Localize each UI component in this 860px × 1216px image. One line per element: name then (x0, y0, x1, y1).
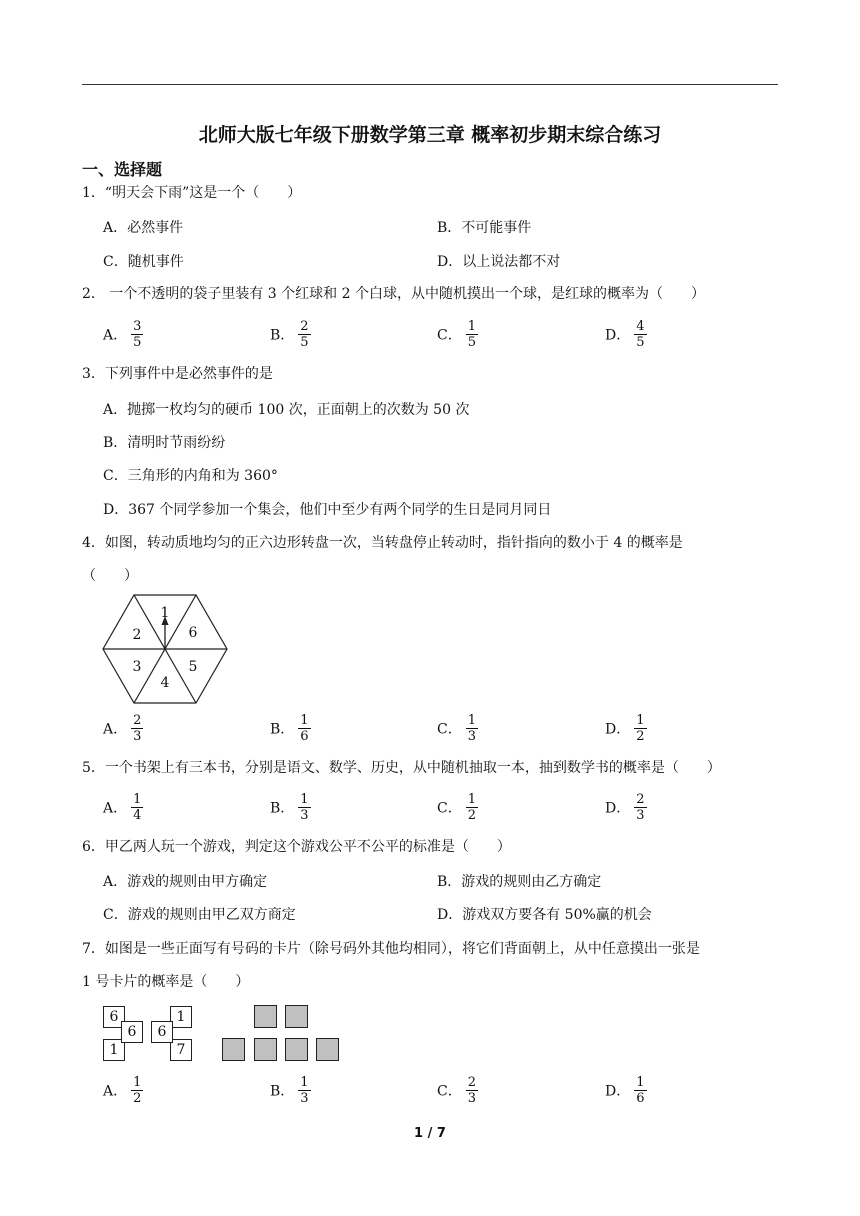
question-6-stem: 6．甲乙两人玩一个游戏，判定这个游戏公平不公平的标准是（ ） (82, 839, 511, 855)
option-label: B． (270, 800, 295, 817)
header-rule (82, 84, 778, 85)
denominator: 3 (300, 1091, 309, 1106)
spinner-number: 6 (188, 625, 198, 641)
q7-option-d (605, 1075, 647, 1106)
denominator: 3 (133, 729, 142, 744)
fraction (634, 792, 646, 823)
fraction (131, 713, 143, 744)
number-card: 6 (103, 1006, 125, 1028)
fraction (298, 713, 310, 744)
denominator: 5 (636, 335, 645, 350)
option-label: C． (437, 327, 462, 344)
q4-option-c (437, 713, 478, 744)
fraction (466, 713, 478, 744)
denominator: 6 (636, 1091, 645, 1106)
q7-option-c (437, 1075, 478, 1106)
option-label: B． (270, 1083, 295, 1100)
question-3-stem: 3．下列事件中是必然事件的是 (82, 366, 273, 382)
numerator: 2 (300, 319, 309, 334)
numerator: 3 (133, 319, 142, 334)
q2-option-d (605, 319, 647, 350)
option-label: A． (103, 721, 128, 738)
q7-option-a (103, 1075, 143, 1106)
q1-option-c: C．随机事件 (103, 254, 184, 270)
fraction (634, 319, 646, 350)
question-7-stem-line2: 1 号卡片的概率是（ ） (82, 974, 250, 990)
card-back (316, 1038, 339, 1061)
number-card: 1 (170, 1006, 192, 1028)
spinner-number: 5 (188, 659, 198, 675)
fraction (298, 1075, 310, 1106)
q2-option-a (103, 319, 143, 350)
denominator: 2 (133, 1091, 142, 1106)
q6-option-b: B．游戏的规则由乙方确定 (437, 874, 602, 890)
card-back (285, 1038, 308, 1061)
numerator: 1 (300, 792, 309, 807)
denominator: 5 (467, 335, 476, 350)
card-back (222, 1038, 245, 1061)
denominator: 3 (636, 808, 645, 823)
q1-option-a: A．必然事件 (103, 220, 184, 236)
number-card: 6 (151, 1021, 173, 1043)
fraction (466, 1075, 478, 1106)
spinner-number: 4 (160, 675, 170, 691)
q6-option-d: D．游戏双方要各有 50%赢的机会 (437, 907, 652, 923)
denominator: 6 (300, 729, 309, 744)
numerator: 2 (636, 792, 645, 807)
option-label: D． (605, 800, 631, 817)
q6-option-a: A．游戏的规则由甲方确定 (103, 874, 268, 890)
question-2-stem: 2． 一个不透明的袋子里装有 3 个红球和 2 个白球，从中随机摸出一个球，是红球的概率为（ ） (82, 286, 705, 302)
denominator: 2 (636, 729, 645, 744)
number-card: 7 (170, 1039, 192, 1061)
q7-option-b (270, 1075, 311, 1106)
q4-option-d (605, 713, 647, 744)
numerator: 4 (636, 319, 645, 334)
q6-option-c: C．游戏的规则由甲乙双方商定 (103, 907, 296, 923)
number-card: 1 (103, 1039, 125, 1061)
option-label: A． (103, 327, 128, 344)
q4-option-b (270, 713, 311, 744)
denominator: 5 (300, 335, 309, 350)
denominator: 2 (467, 808, 476, 823)
q1-option-b: B．不可能事件 (437, 220, 532, 236)
numerator: 2 (133, 713, 142, 728)
option-label: C． (437, 800, 462, 817)
numerator: 1 (467, 713, 476, 728)
fraction (466, 792, 478, 823)
question-5-stem: 5．一个书架上有三本书，分别是语文、数学、历史，从中随机抽取一本，抽到数学书的概率是（ ） (82, 760, 721, 776)
numerator: 1 (636, 713, 645, 728)
numerator: 1 (133, 1075, 142, 1090)
spinner-number: 2 (132, 627, 142, 643)
fraction (298, 319, 310, 350)
option-label: D． (605, 721, 631, 738)
q3-option-c: C．三角形的内角和为 360° (103, 468, 278, 484)
option-label: D． (605, 327, 631, 344)
page-number: 1 / 7 (414, 1126, 446, 1141)
fraction (131, 319, 143, 350)
denominator: 3 (467, 1091, 476, 1106)
option-label: C． (437, 721, 462, 738)
denominator: 5 (133, 335, 142, 350)
card-back (254, 1005, 277, 1028)
numerator: 1 (636, 1075, 645, 1090)
option-label: B． (270, 721, 295, 738)
denominator: 4 (133, 808, 142, 823)
card-back (285, 1005, 308, 1028)
option-label: D． (605, 1083, 631, 1100)
spinner-number: 1 (160, 605, 170, 621)
q1-option-d: D．以上说法都不对 (437, 254, 561, 270)
denominator: 3 (300, 808, 309, 823)
option-label: B． (270, 327, 295, 344)
fraction (634, 1075, 646, 1106)
q3-option-d: D．367 个同学参加一个集会，他们中至少有两个同学的生日是同月同日 (103, 502, 552, 518)
q5-option-d (605, 792, 647, 823)
denominator: 3 (467, 729, 476, 744)
numerator: 1 (300, 713, 309, 728)
hexagon-spinner (100, 591, 230, 707)
q3-option-a: A．抛掷一枚均匀的硬币 100 次，正面朝上的次数为 50 次 (103, 402, 470, 418)
option-label: C． (437, 1083, 462, 1100)
numerator: 2 (467, 1075, 476, 1090)
fraction (298, 792, 310, 823)
section-heading: 一、选择题 (82, 160, 163, 179)
q5-option-a (103, 792, 143, 823)
q2-option-b (270, 319, 311, 350)
spinner-number: 3 (132, 659, 142, 675)
question-1-stem: 1．“明天会下雨”这是一个（ ） (82, 185, 302, 201)
fraction (131, 792, 143, 823)
q5-option-c (437, 792, 478, 823)
q3-option-b: B．清明时节雨纷纷 (103, 435, 226, 451)
q5-option-b (270, 792, 311, 823)
fraction (466, 319, 478, 350)
numerator: 1 (467, 792, 476, 807)
number-card: 6 (121, 1021, 143, 1043)
option-label: A． (103, 1083, 128, 1100)
fraction (634, 713, 646, 744)
question-4-stem-line2: （ ） (82, 568, 138, 584)
numerator: 1 (300, 1075, 309, 1090)
question-7-stem-line1: 7．如图是一些正面写有号码的卡片（除号码外其他均相同），将它们背面朝上，从中任意摸出一张是 (82, 941, 700, 957)
fraction (131, 1075, 143, 1106)
option-label: A． (103, 800, 128, 817)
numerator: 1 (133, 792, 142, 807)
q2-option-c (437, 319, 478, 350)
document-title: 北师大版七年级下册数学第三章 概率初步期末综合练习 (198, 124, 662, 146)
q4-option-a (103, 713, 143, 744)
numerator: 1 (467, 319, 476, 334)
card-back (254, 1038, 277, 1061)
question-4-stem-line1: 4．如图，转动质地均匀的正六边形转盘一次，当转盘停止转动时，指针指向的数小于 4 的概率是 (82, 535, 683, 551)
